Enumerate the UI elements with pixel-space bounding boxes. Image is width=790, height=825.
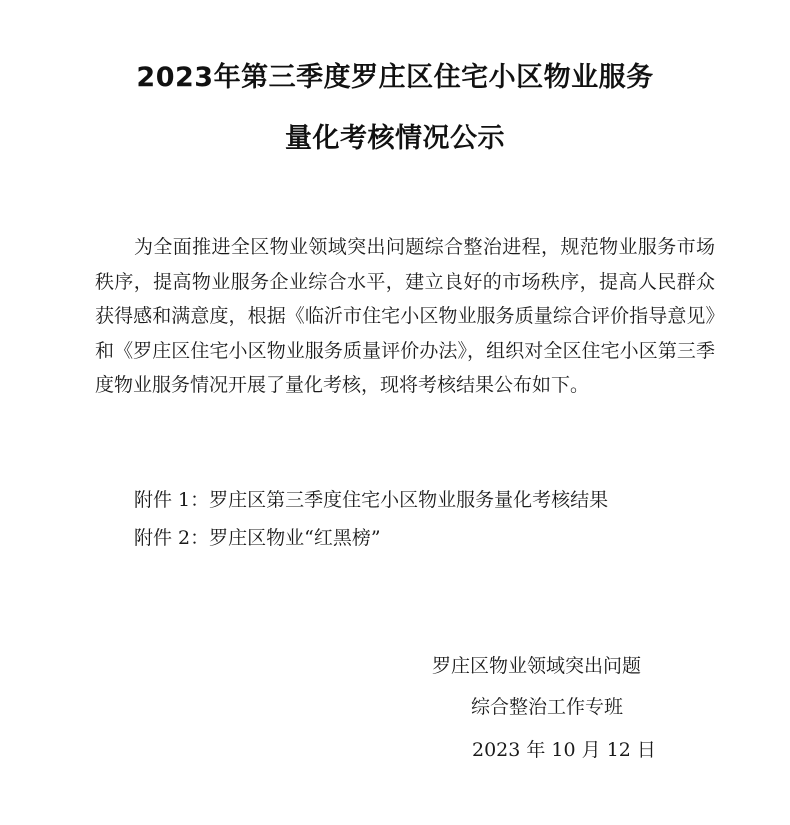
signature-date: 2023 年 10 月 12 日	[472, 739, 656, 761]
attachment-2: 附件 2：罗庄区物业“红黑榜”	[134, 527, 381, 549]
signature-org-line1: 罗庄区物业领域突出问题	[432, 655, 642, 677]
attachment-1: 附件 1：罗庄区第三季度住宅小区物业服务量化考核结果	[134, 489, 609, 511]
signature-org-line2: 综合整治工作专班	[471, 696, 624, 718]
document-title-line1: 2023年第三季度罗庄区住宅小区物业服务	[136, 62, 654, 93]
document-title-line2: 量化考核情况公示	[285, 123, 505, 154]
document-body-paragraph: 为全面推进全区物业领域突出问题综合整治进程，规范物业服务市场秩序，提高物业服务企业综合水平，建立良好的市场秩序，提高人民群众获得感和满意度，根据《临沂市住宅小区物业服务质量综合评价指导意见》和《罗庄区住宅小区物业服务质量评价办法》，组织对全区住宅小区第三季度物业服务情况开展了量化考核，现将考核结果公布如下。	[95, 236, 715, 397]
